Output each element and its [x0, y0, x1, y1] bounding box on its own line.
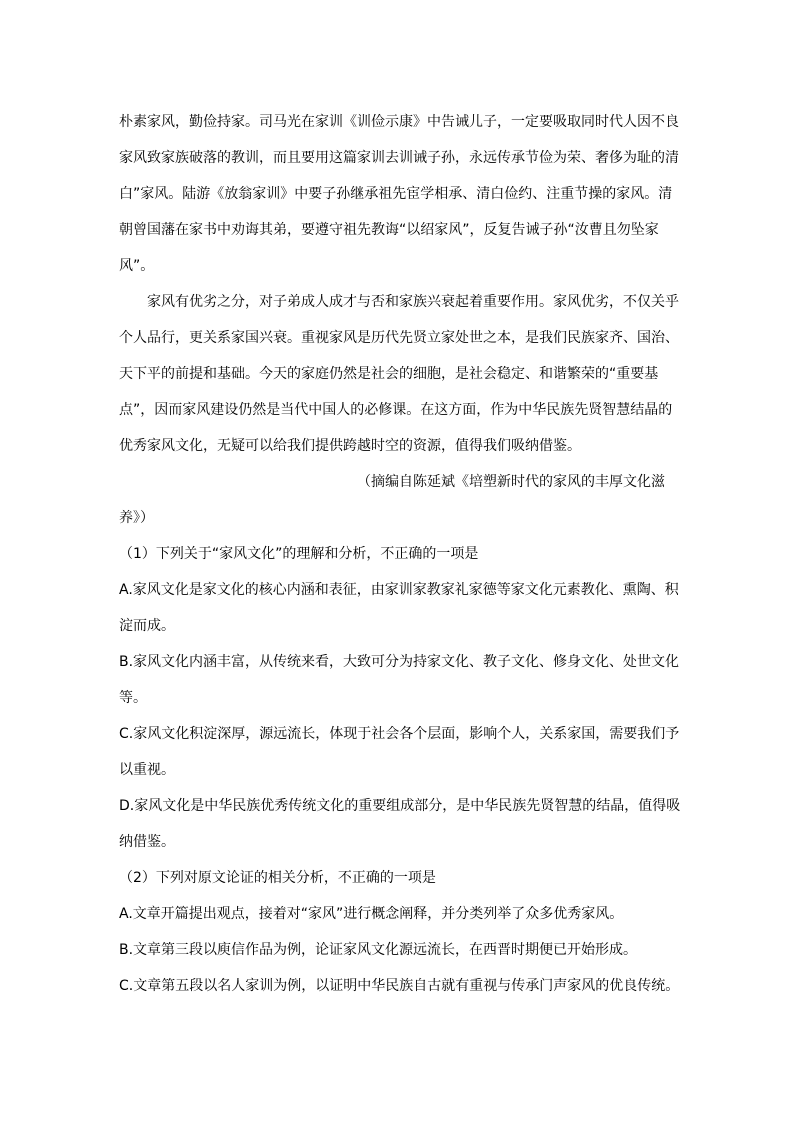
question-1-option-d: D.家风文化是中华民族优秀传统文化的重要组成部分，是中华民族先贤智慧的结晶，值得吸 — [119, 798, 681, 814]
paragraph-2-line: 优秀家风文化，无疑可以给我们提供跨越时空的资源，值得我们吸纳借鉴。 — [119, 438, 581, 454]
paragraph-2-line: 天下平的前提和基础。今天的家庭仍然是社会的细胞，是社会稳定、和谐繁荣的“重要基 — [119, 366, 659, 382]
paragraph-1-line: 白”家风。陆游《放翁家训》中要子孙继承祖先宦学相承、清白俭约、注重节操的家风。清 — [119, 186, 673, 202]
paragraph-2-line: 个人品行，更关系家国兴衰。重视家风是历代先贤立家处世之本，是我们民族家齐、国治、 — [119, 330, 679, 346]
question-1-option-c: 以重视。 — [119, 762, 175, 778]
question-2-option-c: C.文章第五段以名人家训为例，以证明中华民族自古就有重视与传承门声家风的优良传统。 — [119, 978, 680, 994]
paragraph-1-line: 朴素家风，勤俭持家。司马光在家训《训俭示康》中告诫儿子，一定要吸取同时代人因不良 — [119, 114, 679, 130]
source-attribution: （摘编自陈延斌《培塑新时代的家风的丰厚文化滋 — [357, 474, 665, 490]
question-1-option-b: 等。 — [119, 690, 147, 706]
question-2-option-b: B.文章第三段以庾信作品为例，论证家风文化源远流长，在西晋时期便已开始形成。 — [119, 942, 638, 958]
paragraph-1-line: 家风致家族破落的教训，而且要用这篇家训去训诫子孙，永远传承节俭为荣、奢侈为耻的清 — [119, 150, 679, 166]
source-attribution: 养》） — [119, 510, 154, 526]
paragraph-2-line: 点”，因而家风建设仍然是当代中国人的必修课。在这方面，作为中华民族先贤智慧结晶的 — [119, 402, 673, 418]
question-2-stem: （2）下列对原文论证的相关分析，不正确的一项是 — [119, 870, 436, 886]
question-1-option-a: 淀而成。 — [119, 618, 175, 634]
question-1-option-a: A.家风文化是家文化的核心内涵和表征，由家训家教家礼家德等家文化元素教化、熏陶、积 — [119, 582, 679, 598]
question-2-option-a: A.文章开篇提出观点，接着对“家风”进行概念阐释，并分类列举了众多优秀家风。 — [119, 906, 624, 922]
question-1-stem: （1）下列关于“家风文化”的理解和分析，不正确的一项是 — [119, 546, 479, 562]
paragraph-1-line: 风”。 — [119, 258, 155, 274]
question-1-option-c: C.家风文化积淀深厚，源远流长，体现于社会各个层面，影响个人，关系家国，需要我们予 — [119, 726, 680, 742]
question-1-option-d: 纳借鉴。 — [119, 834, 175, 850]
question-1-option-b: B.家风文化内涵丰富，从传统来看，大致可分为持家文化、教子文化、修身文化、处世文化 — [119, 654, 680, 670]
paragraph-1-line: 朝曾国藩在家书中劝诲其弟，要遵守祖先教诲“以绍家风”，反复告诫子孙“汝曹且勿坠家 — [119, 222, 659, 238]
paragraph-2-line: 家风有优劣之分，对子弟成人成才与否和家族兴衰起着重要作用。家风优劣，不仅关乎 — [147, 294, 679, 310]
